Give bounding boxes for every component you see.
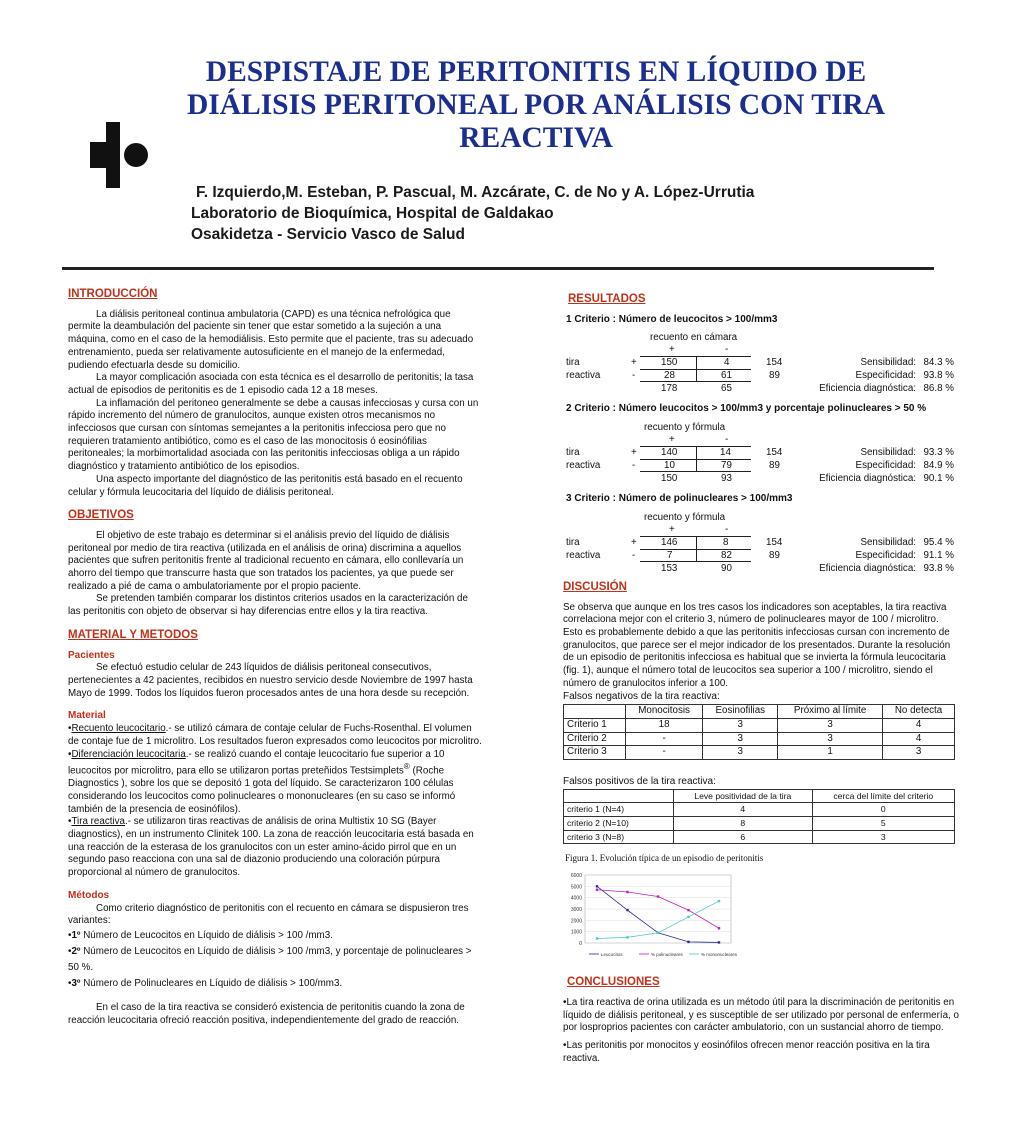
variant-3-text: Número de Polinucleares en Líquido de diálisis > 100/mm3. [80, 977, 343, 989]
data-point [718, 927, 720, 929]
row-total-2: 89 [769, 460, 780, 472]
table-row [564, 718, 955, 732]
material-item-2: •Diferenciación leucocitaria.- se realizó cuando el contaje leucocitario fue superior a 10 leucocitos por microlitro, para ello se utilizaron portas preteñidos Testsimplets® (Roche Diagnostics ), sobre los que se depositó 1 gota del líquido. Se caracterizaron 100 células considerando los leucocitos como polinucleares o mononucleares (en su caso se informó también de la presencia de eosinófilos). [68, 748, 456, 815]
y-tick-label: 6000 [570, 873, 582, 880]
contingency-vline [696, 536, 697, 562]
conclusion-2 [563, 1040, 961, 1065]
table-cell: Criterio 3 [564, 746, 626, 760]
table-cell: 8 [674, 817, 813, 831]
left-column [68, 288, 482, 1027]
table-cell: 0 [812, 803, 954, 817]
resultados-heading: RESULTADOS [568, 293, 646, 305]
cell-c: 28 [664, 370, 675, 382]
conclusion-1 [563, 997, 961, 1035]
col-total-2: 90 [721, 562, 732, 574]
variant-3: •3º Número de Polinucleares en Líquido de diálisis > 100/mm3. [68, 977, 343, 989]
table-cell: 1 [778, 746, 883, 760]
efficiency-value: 86.8 % [923, 383, 954, 395]
material-item-2-label: Diferenciación leucocitaria [71, 748, 186, 760]
data-point [596, 889, 598, 891]
col-plus: + [669, 344, 675, 356]
objetivos-heading: OBJETIVOS [68, 509, 134, 522]
table-cell: - [625, 746, 703, 760]
table-header: Próximo al límite [778, 705, 883, 719]
table-cell: 3 [703, 746, 778, 760]
table-header: Eosinofilias [703, 705, 778, 719]
metodos-paragraph: Como criterio diagnóstico de peritonitis con el recuento en cámara se dispusieron tres variantes: [68, 902, 469, 927]
table-row [564, 817, 955, 831]
cell-b: 8 [723, 536, 729, 548]
table-row [564, 803, 955, 817]
row-sign-plus: + [631, 357, 637, 369]
cell-a: 146 [661, 536, 678, 548]
figure-caption: Figura 1. Evolución típica de un episodio de peritonitis [565, 853, 764, 864]
table-header: cerca del límite del criterio [812, 789, 954, 803]
variant-1-text: Número de Leucocitos en Líquido de diálisis > 100 /mm3. [80, 929, 333, 941]
data-point [687, 916, 689, 918]
col-total-2: 65 [721, 383, 732, 395]
conclusiones-heading: CONCLUSIONES [567, 976, 660, 989]
sensitivity-label: Sensibilidad: [860, 447, 916, 459]
row-sign-plus: + [631, 536, 637, 548]
table-header: Monocitosis [625, 705, 703, 719]
col-plus: + [669, 523, 675, 535]
col-plus: + [669, 434, 675, 446]
authors: F. Izquierdo,M. Esteban, P. Pascual, M. Azcárate, C. de No y A. López-Urrutia [196, 184, 755, 201]
metodos-subheading: Métodos [68, 889, 110, 901]
data-point [718, 941, 720, 943]
y-tick-label: 4000 [570, 895, 582, 902]
specificity-label: Especificidad: [855, 370, 916, 382]
row-label-tira: tira [566, 357, 580, 369]
material-item-3-label: Tira reactiva [71, 816, 125, 828]
row-total-1: 154 [766, 357, 783, 369]
cell-c: 10 [664, 460, 675, 472]
criterion-caption: recuento en cámara [650, 332, 738, 344]
laboratory: Laboratorio de Bioquímica, Hospital de Galdakao [191, 205, 554, 222]
table-cell: 18 [625, 718, 703, 732]
specificity-value: 93.8 % [923, 370, 954, 382]
material-item-2-text-a: .- se realizó cuando el contaje leucocitario fue superior a 10 leucocitos por microlitro, para ello se utilizaron portas preteñidos Testsimplets [68, 748, 445, 777]
efficiency-label: Eficiencia diagnóstica: [819, 473, 916, 485]
table-cell: criterio 2 (N=10) [564, 817, 674, 831]
metodos-final-paragraph: En el caso de la tira reactiva se consideró existencia de peritonitis cuando la zona de reacción leucocitaria ofreció reacción positiva, independientemente del grado de reacción. [68, 1001, 465, 1026]
efficiency-label: Eficiencia diagnóstica: [819, 383, 916, 395]
table-cell: criterio 3 (N=8) [564, 830, 674, 844]
row-sign-minus: - [632, 549, 636, 561]
y-tick-label: 2000 [570, 918, 582, 925]
col-total-2: 93 [721, 473, 732, 485]
row-sign-minus: - [632, 370, 636, 382]
table-header [564, 789, 674, 803]
cell-b: 4 [724, 357, 730, 369]
y-tick-label: 3000 [570, 907, 582, 914]
intro-paragraph-2: La mayor complicación asociada con esta técnica es el desarrollo de peritonitis; la tasa actual de episodios de peritonitis es de 1 episodio cada 12 a 18 meses. [68, 372, 474, 396]
row-label-tira: tira [566, 536, 580, 548]
registered-mark: ® [403, 762, 410, 772]
right-column [563, 293, 961, 1070]
cell-a: 140 [661, 447, 678, 459]
y-tick-label: 1000 [570, 929, 582, 936]
data-point [626, 891, 628, 893]
row-total-1: 154 [766, 447, 783, 459]
discusion-paragraph: Se observa que aunque en los tres casos los indicadores son aceptables, la tira reactiva correlaciona mejor con el criterio 3, número de polinucleares mayor de 100 / microlitro. Esto es probablemente debido a que las peritonitis infecciosas cursan con incremento de granulocitos, que parece ser el mejor indicador de los presentados. Durante la resolución de un episodio de peritonitis infecciosa es habitual que se invierta la fórmula leucocitaria (fig. 1), aunque el número total de leucocitos sea superior a 100 / microlitro, siendo el número de granulocitos inferior a 100. [563, 601, 951, 689]
data-point [657, 932, 659, 934]
material-item-3-text: .- se utilizaron tiras reactivas de análisis de orina Multistix 10 SG (Bayer diagnostics), en un instrumento Clinitek 100. La zona de reacción leucocitaria está basada en una reacción de la esterasa de los granulocitos con un ester amino-ácido pirrol que en un segundo paso reacciona con una sal de diazonio produciendo una coloración púrpura proporcional al número de granulocitos. [68, 816, 474, 879]
data-point [596, 937, 598, 939]
efficiency-label: Eficiencia diagnóstica: [819, 562, 916, 574]
sensitivity-value: 93.3 % [923, 447, 954, 459]
intro-heading: INTRODUCCIÓN [68, 288, 158, 300]
objetivos-paragraph-1: El objetivo de este trabajo es determinar si el análisis previo del líquido de diálisis peritoneal por medio de tira reactiva (utilizada en el análisis de orina) discrimina a aquellos pacientes que sufren peritonitis frente al tradicional recuento en cámara, ello conllevaría un ahorro del tiempo que transcurre hasta que son tratados los pacientes, ya que puede ser realizado a pié de cama o ambulatoriamente por el propio paciente. [68, 529, 464, 592]
legend-label: Leucocitos [601, 952, 623, 958]
efficiency-value: 93.8 % [923, 562, 954, 574]
table-cell: 4 [883, 732, 955, 746]
y-tick-label: 0 [579, 941, 582, 948]
figure-1-chart [563, 869, 743, 964]
discusion-heading: DISCUSIÓN [563, 580, 627, 593]
table-row [564, 732, 955, 746]
osakidetza-logo [84, 122, 158, 188]
col-minus: - [725, 344, 729, 356]
criterion-2-table [563, 422, 961, 486]
criterion-caption: recuento y fórmula [644, 422, 726, 434]
criterion-2-title: 2 Criterio : Número leucocitos > 100/mm3 y porcentaje polinucleares > 50 % [566, 403, 927, 415]
cell-b: 14 [720, 447, 731, 459]
criterion-1-title: 1 Criterio : Número de leucocitos > 100/mm3 [566, 313, 778, 325]
organization: Osakidetza - Servicio Vasco de Salud [191, 226, 465, 243]
cell-d: 61 [721, 370, 732, 382]
table-cell: 6 [674, 830, 813, 844]
criterion-3-title: 3 Criterio : Número de polinucleares > 100/mm3 [566, 493, 793, 505]
criterion-1-table [563, 332, 961, 396]
material-item-1-text: .- se utilizó cámara de contaje celular de Fuchs-Rosenthal. El volumen de contaje fue de 1 microlitro. Los resultados fueron expresados como leucocitos por microlitro. [68, 723, 482, 747]
contingency-vline [696, 446, 697, 472]
poster-title: DESPISTAJE DE PERITONITIS EN LÍQUIDO DE DIÁLISIS PERITONEAL POR ANÁLISIS CON TIRA REACTIVA [186, 56, 886, 154]
table-cell: 3 [703, 718, 778, 732]
table-row [564, 746, 955, 760]
table-header: No detecta [883, 705, 955, 719]
row-total-2: 89 [769, 370, 780, 382]
table-cell: 3 [883, 746, 955, 760]
pacientes-paragraph: Se efectuó estudio celular de 243 líquidos de diálisis peritoneal consecutivos, pertenecientes a 42 pacientes, recibidos en nuestro servicio desde Noviembre de 1997 hasta Mayo de 1999. Todos los líquidos fueron procesados antes de una hora desde su recepción. [68, 662, 473, 699]
legend-label: % polinucleares [651, 952, 683, 958]
variant-2-num: 2º [71, 945, 81, 957]
table-cell: - [625, 732, 703, 746]
material-item-1: •Recuento leucocitario.- se utilizó cámara de contaje celular de Fuchs-Rosenthal. El volumen de contaje fue de 1 microlitro. Los resultados fueron expresados como leucocitos por microlitro. [68, 723, 482, 747]
material-subheading: Material [68, 710, 106, 722]
data-point [657, 896, 659, 898]
row-label-reactiva: reactiva [566, 549, 601, 561]
data-point [626, 909, 628, 911]
metodos-heading: MATERIAL Y METODOS [68, 628, 198, 641]
intro-paragraph-3: La inflamación del peritoneo generalmente se debe a causas infecciosas y cursa con un rápido incremento del número de granulocitos, aunque existen otros mecanismos no infecciosos que cursan con síntomas semejantes a la peritonitis infecciosa pero que no requieren tratamiento antibiótico, como es el caso de las monocitosis ó eosinófilias peritoneales; la morbimortalidad asociada con las peritonitis infecciosas obliga a un rápido diagnóstico y tratamiento antibiótico de los episodios. [68, 397, 479, 473]
header-divider [62, 267, 934, 270]
sensitivity-value: 84.3 % [923, 357, 954, 369]
cell-d: 82 [721, 549, 732, 561]
table-header-row [564, 705, 955, 719]
table-cell: 3 [703, 732, 778, 746]
table-cell: criterio 1 (N=4) [564, 803, 674, 817]
row-sign-minus: - [632, 460, 636, 472]
contingency-vline [696, 356, 697, 382]
material-item-2-text-b: (Roche Diagnostics ), sobre los que se depositó 1 gota del líquido. Se caracterizaron 100 células considerando los leucocitos como polinucleares o mononucleares (en su caso se informó también de la presencia de eosinófilos). [68, 765, 456, 815]
table-cell: 3 [778, 732, 883, 746]
authors-block [191, 182, 754, 245]
criterion-3 [563, 493, 961, 576]
table-cell: 5 [812, 817, 954, 831]
variant-2: •2º Número de Leucocitos en Líquido de diálisis > 100 /mm3, y porcentaje de polinucleares > 50 %. [68, 945, 472, 973]
bullet: • [563, 996, 567, 1008]
data-point [687, 941, 689, 943]
col-total-1: 153 [661, 562, 678, 574]
row-label-tira: tira [566, 447, 580, 459]
table-cell: Criterio 2 [564, 732, 626, 746]
false-positives-title: Falsos positivos de la tira reactiva: [563, 775, 716, 787]
specificity-value: 91.1 % [923, 549, 954, 561]
row-sign-plus: + [631, 447, 637, 459]
row-total-1: 154 [766, 536, 783, 548]
data-point [718, 900, 720, 902]
material-item-3: •Tira reactiva.- se utilizaron tiras reactivas de análisis de orina Multistix 10 SG (Bayer diagnostics), en un instrumento Clinitek 100. La zona de reacción leucocitaria está basada en una reacción de la esterasa de los granulocitos con un ester amino-ácido pirrol que en un segundo paso reacciona con una sal de diazonio produciendo una coloración púrpura proporcional al número de granulocitos. [68, 816, 474, 879]
material-item-1-label: Recuento leucocitario [71, 723, 166, 735]
sensitivity-label: Sensibilidad: [860, 357, 916, 369]
table-header-row [564, 789, 955, 803]
y-tick-label: 5000 [570, 884, 582, 891]
table-cell: Criterio 1 [564, 718, 626, 732]
row-label-reactiva: reactiva [566, 370, 601, 382]
row-label-reactiva: reactiva [566, 460, 601, 472]
col-minus: - [725, 434, 729, 446]
table-cell: 4 [883, 718, 955, 732]
intro-paragraph-1: La diálisis peritoneal continua ambulatoria (CAPD) es una técnica nefrológica que permite la deambulación del paciente sin tener que estar sometido a la sujeción a una máquina, como en el caso de la hemodiálisis. Esto permite que el paciente, tras su adecuado entrenamiento, pueda ser relativamente autosuficiente en el manejo de la enfermedad, pudiendo efectuarla desde su domicilio. [68, 308, 474, 371]
false-negatives-title: Falsos negativos de la tira reactiva: [563, 691, 720, 703]
col-total-1: 150 [661, 473, 678, 485]
cell-c: 7 [667, 549, 673, 561]
sensitivity-label: Sensibilidad: [860, 536, 916, 548]
conclusion-1-text: La tira reactiva de orina utilizada es un método útil para la discriminación de peritonitis en líquido de diálisis peritoneal, y es susceptible de ser utilizado por personal de enfermería, o por losproprios pacientes con carácter ambulatorio, con un sustancial ahorro de tiempo. [563, 996, 959, 1034]
data-point [687, 909, 689, 911]
cell-d: 79 [721, 460, 732, 472]
criterion-1 [563, 314, 961, 397]
row-total-2: 89 [769, 549, 780, 561]
efficiency-value: 90.1 % [923, 473, 954, 485]
table-cell: 3 [812, 830, 954, 844]
specificity-label: Especificidad: [855, 549, 916, 561]
table-header: Leve positividad de la tira [674, 789, 813, 803]
col-minus: - [725, 523, 729, 535]
false-positives-table [563, 789, 955, 845]
table-cell: 4 [674, 803, 813, 817]
criterion-caption: recuento y fórmula [644, 511, 726, 523]
variant-1-num: 1º [71, 929, 81, 941]
table-cell: 3 [778, 718, 883, 732]
variant-2-text: Número de Leucocitos en Líquido de diálisis > 100 /mm3, y porcentaje de polinucleares > 50 %. [68, 945, 472, 973]
variant-1: •1º Número de Leucocitos en Líquido de diálisis > 100 /mm3. [68, 929, 333, 941]
criterion-3-table [563, 512, 961, 576]
intro-paragraph-4: Una aspecto importante del diagnóstico de las peritonitis está basado en el recuento celular y fórmula leucocitaria del líquido de diálisis peritoneal. [68, 473, 463, 498]
table-header [564, 705, 626, 719]
specificity-value: 84.9 % [923, 460, 954, 472]
specificity-label: Especificidad: [855, 460, 916, 472]
bullet: • [563, 1039, 567, 1051]
legend-label: % mononucleares [701, 952, 738, 958]
pacientes-subheading: Pacientes [68, 649, 115, 661]
conclusion-2-text: Las peritonitis por monocitos y eosinófilos ofrecen menor reacción positiva en la tira reactiva. [563, 1039, 930, 1064]
sensitivity-value: 95.4 % [923, 536, 954, 548]
data-point [626, 936, 628, 938]
table-row [564, 830, 955, 844]
criterion-2 [563, 403, 961, 486]
data-point [596, 885, 598, 887]
variant-3-num: 3º [71, 977, 81, 989]
col-total-1: 178 [661, 383, 678, 395]
cell-a: 150 [661, 357, 678, 369]
objetivos-paragraph-2: Se pretenden también comparar los distintos criterios usados en la caracterización de las peritonitis con objeto de observar si hay diferencias entre ellos y la tira reactiva. [68, 593, 468, 618]
false-negatives-table [563, 704, 955, 760]
